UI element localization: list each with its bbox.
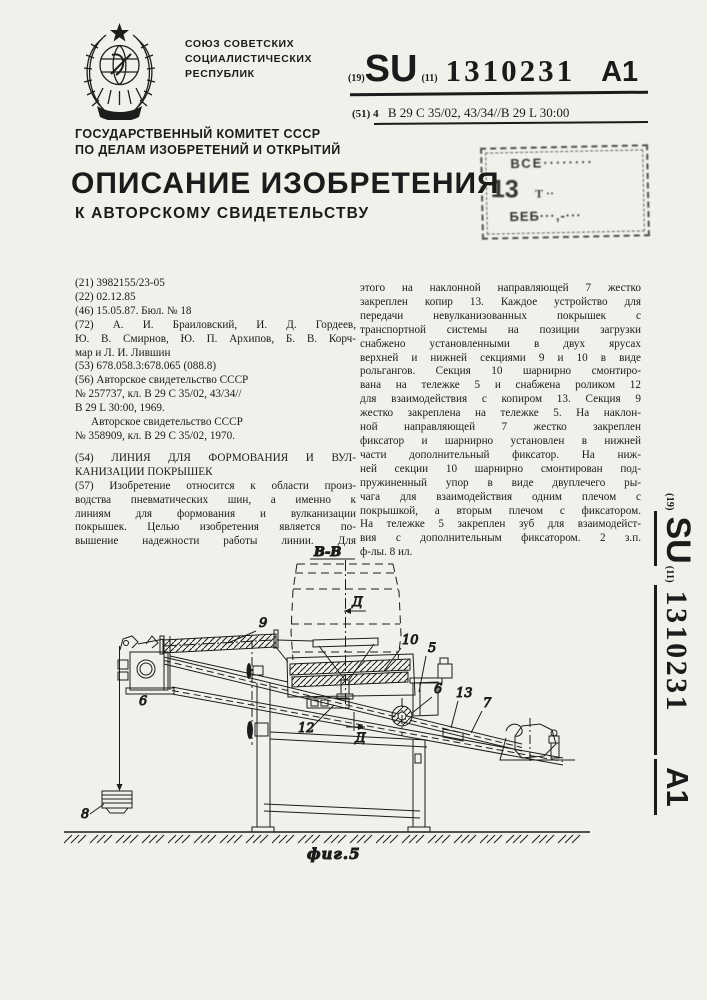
part-number-label: 9 xyxy=(259,616,268,631)
biblio-line: ней секции 10 шарнирно смонтирован под- xyxy=(360,462,641,475)
biblio-line: № 257737, кл. В 29 С 35/02, 43/34// xyxy=(75,388,242,401)
ground-hatch-stroke xyxy=(506,835,514,843)
biblio-line: (57) Изобретение относится к области произ- xyxy=(75,479,356,492)
biblio-line: (56) Авторское свидетельство СССР xyxy=(75,374,249,387)
soviet-emblem-icon xyxy=(72,22,167,120)
ground-hatch-stroke xyxy=(149,835,157,843)
datum-label-top: Д xyxy=(352,595,363,610)
ground-hatch-stroke xyxy=(194,835,202,843)
committee-line: ГОСУДАРСТВЕННЫЙ КОМИТЕТ СССР xyxy=(75,127,321,141)
biblio-line: пружиненный упор в виде двуплечего ры- xyxy=(360,476,641,489)
ground-hatch-stroke xyxy=(461,835,469,843)
ground-hatch-stroke xyxy=(442,835,450,843)
ground-hatch-stroke xyxy=(402,835,410,843)
part-number-label: 6 xyxy=(434,682,443,697)
ground-hatch-stroke xyxy=(142,835,150,843)
patent-figure xyxy=(60,540,600,870)
biblio-line xyxy=(75,444,356,452)
biblio-line: (72) А. И. Браиловский, И. Д. Гордеев, xyxy=(75,318,356,331)
ground-hatch-stroke xyxy=(234,835,242,843)
biblio-line: мар и Л. И. Лившин xyxy=(75,346,171,359)
biblio-line: ной направляющей 7 жестко закреплен xyxy=(360,421,641,434)
biblio-line: (54) ЛИНИЯ ДЛЯ ФОРМОВАНИЯ И ВУЛ- xyxy=(75,451,356,464)
library-stamp xyxy=(480,144,650,239)
ground-hatch-stroke xyxy=(90,835,98,843)
ipc-code: B 29 C 35/02, 43/34//B 29 L 30:00 xyxy=(387,105,570,120)
ground-hatch-stroke xyxy=(156,835,164,843)
ground-hatch-stroke xyxy=(338,835,346,843)
ground-hatch-stroke xyxy=(383,835,391,843)
ground-hatch-stroke xyxy=(480,835,488,843)
code-19-label: (19) xyxy=(348,73,365,84)
ground-hatch-stroke xyxy=(279,835,287,843)
side-doc-id xyxy=(625,493,697,807)
ground-hatch-stroke xyxy=(116,835,124,843)
biblio-line: рольгангов. Секция 10 шарнирно смонтиро- xyxy=(360,365,641,378)
ground-hatch-stroke xyxy=(305,835,313,843)
ground-hatch-stroke xyxy=(227,835,235,843)
stamp-text-top: ВСЕ········ xyxy=(510,154,595,172)
ground-hatch-stroke xyxy=(64,835,72,843)
union-name xyxy=(185,37,312,82)
code-11-label: (11) xyxy=(421,73,438,84)
ground-hatch-stroke xyxy=(130,835,138,843)
biblio-line: линиям для формования и вулканизации xyxy=(75,507,356,520)
biblio-line: (22) 02.12.85 xyxy=(75,290,136,303)
ground-hatch-stroke xyxy=(454,835,462,843)
biblio-line: жестко закреплена на тележке 5. На наклон- xyxy=(360,407,641,420)
part-number-label: 12 xyxy=(298,721,315,736)
country-code: SU xyxy=(364,48,418,90)
biblio-line: этого на наклонной направляющей 7 жестко xyxy=(360,282,641,294)
biblio-line: Ю. В. Смирнов, Ю. П. Архипов, Б. В. Корч- xyxy=(75,332,356,345)
ground-hatch-stroke xyxy=(520,835,528,843)
biblio-left-column xyxy=(75,277,356,549)
biblio-line: На тележке 5 закреплен зуб для взаимодейст- xyxy=(360,518,641,531)
ipc-row xyxy=(352,105,569,121)
ground-hatch-stroke xyxy=(416,835,424,843)
part-number-label: 6 xyxy=(139,694,148,709)
ground-hatch-stroke xyxy=(253,835,261,843)
biblio-line: чага для взаимодействия одним плечом с xyxy=(360,490,641,503)
side-kind-code: A1 xyxy=(654,759,695,815)
ground-hatch-stroke xyxy=(350,835,358,843)
ground-hatch-stroke xyxy=(104,835,112,843)
part-number-label: 5 xyxy=(428,641,437,656)
ground-hatch-stroke xyxy=(539,835,547,843)
ground-hatch-stroke xyxy=(532,835,540,843)
biblio-line: вия с дополнительным фиксатором. 2 з.п. xyxy=(360,532,641,545)
ground-hatch-stroke xyxy=(435,835,443,843)
biblio-line: № 358909, кл. В 29 С 35/02, 1970. xyxy=(75,429,235,442)
ground-hatch-stroke xyxy=(97,835,105,843)
ground-hatch-stroke xyxy=(71,835,79,843)
biblio-line: покрышкой, а вторым плечом с фиксатором. xyxy=(360,504,641,517)
ground-hatch-stroke xyxy=(357,835,365,843)
doc-number: 1310231 xyxy=(445,53,576,88)
ground-hatch-stroke xyxy=(558,835,566,843)
side-code-11: (11) xyxy=(664,565,675,583)
biblio-line: (46) 15.05.87. Бюл. № 18 xyxy=(75,304,192,317)
ground-hatch-stroke xyxy=(201,835,209,843)
stamp-text-mid: Т ·· xyxy=(534,186,555,201)
ground-hatch-stroke xyxy=(546,835,554,843)
kind-code: A1 xyxy=(601,56,639,88)
ground-hatch-stroke xyxy=(182,835,190,843)
ground-hatch-stroke xyxy=(220,835,228,843)
part-number-label: 7 xyxy=(483,696,492,711)
ground-hatch-stroke xyxy=(468,835,476,843)
callout-leader xyxy=(412,697,432,713)
side-code-19: (19) xyxy=(664,493,675,511)
doc-type-title: ОПИСАНИЕ ИЗОБРЕТЕНИЯ xyxy=(71,167,500,200)
ground-hatch-stroke xyxy=(331,835,339,843)
stamp-number: 13 xyxy=(490,175,519,204)
part-number-label: 13 xyxy=(456,686,473,701)
ground-hatch-stroke xyxy=(286,835,294,843)
doc-subtitle: К АВТОРСКОМУ СВИДЕТЕЛЬСТВУ xyxy=(75,205,370,222)
ground-hatch-stroke xyxy=(565,835,573,843)
committee-line: ПО ДЕЛАМ ИЗОБРЕТЕНИЙ И ОТКРЫТИЙ xyxy=(75,143,341,157)
biblio-line: транспортной системы на позиции загрузки xyxy=(360,323,641,336)
biblio-line: вышение надежности работы линии. Для xyxy=(75,535,356,548)
part-number-label: 8 xyxy=(81,807,90,822)
union-line: РЕСПУБЛИК xyxy=(185,68,255,80)
ground-hatch-stroke xyxy=(324,835,332,843)
biblio-line: ф-лы. 8 ил. xyxy=(360,546,413,559)
callout-leader xyxy=(471,711,482,733)
biblio-line: закреплен копир 13. Каждое устройство для xyxy=(360,295,641,308)
callout-leader xyxy=(451,701,458,728)
header-underline xyxy=(350,91,648,96)
figure-caption: фиг.5 xyxy=(307,845,361,863)
ipc-underline xyxy=(374,121,648,125)
ground-hatch-stroke xyxy=(312,835,320,843)
ground-hatch-stroke xyxy=(208,835,216,843)
ground-hatch-stroke xyxy=(428,835,436,843)
ipc-prefix: (51) 4 xyxy=(352,108,379,120)
ground-hatch-stroke xyxy=(390,835,398,843)
ground-hatch-stroke xyxy=(513,835,521,843)
biblio-line: водства пневматических шин, а именно к xyxy=(75,493,356,506)
ground-hatch-stroke xyxy=(175,835,183,843)
ground-hatch-stroke xyxy=(572,835,580,843)
callout-leader xyxy=(419,656,426,692)
biblio-line: части дополнительный фиксатор. На ниж- xyxy=(360,448,641,461)
committee-name xyxy=(75,126,341,158)
ground-hatch-stroke xyxy=(168,835,176,843)
biblio-line: передачи невулканизованных покрышек с xyxy=(360,309,641,322)
part-number-label: 10 xyxy=(402,633,419,648)
biblio-line: Авторское свидетельство СССР xyxy=(91,416,243,429)
union-line: СОЮЗ СОВЕТСКИХ xyxy=(185,38,295,50)
ground-hatch-stroke xyxy=(376,835,384,843)
biblio-line: В 29 L 30:00, 1969. xyxy=(75,402,165,415)
biblio-line: покрышек. Целью изобретения является по- xyxy=(75,521,356,534)
ground-hatch-stroke xyxy=(260,835,268,843)
ground-hatch-stroke xyxy=(298,835,306,843)
ground-hatch-stroke xyxy=(487,835,495,843)
biblio-line: для взаимодействия с копиром 13. Секция 9 xyxy=(360,393,641,406)
side-doc-number: 1310231 xyxy=(654,585,693,756)
section-label: В-В xyxy=(314,545,342,560)
biblio-right-column xyxy=(360,282,641,560)
biblio-line: КАНИЗАЦИИ ПОКРЫШЕК xyxy=(75,465,213,478)
ground-hatch-stroke xyxy=(123,835,131,843)
datum-label-bottom: Д xyxy=(355,731,366,746)
union-line: СОЦИАЛИСТИЧЕСКИХ xyxy=(185,53,313,65)
callout-leader xyxy=(90,804,104,814)
ground-hatch-stroke xyxy=(364,835,372,843)
side-country-code: SU xyxy=(654,511,697,566)
biblio-line: вана на тележке 5 и снабжена роликом 12 xyxy=(360,379,641,392)
biblio-line: верхней и нижней секциями 9 и 10 в виде xyxy=(360,351,641,364)
biblio-line: (21) 3982155/23-05 xyxy=(75,277,165,289)
ground-hatch-stroke xyxy=(272,835,280,843)
ground-hatch-stroke xyxy=(246,835,254,843)
ground-hatch-stroke xyxy=(78,835,86,843)
ground-hatch-stroke xyxy=(409,835,417,843)
biblio-line: (53) 678.058.3:678.065 (088.8) xyxy=(75,360,217,373)
biblio-line: фиксатор и шарнирно установлен в нижней xyxy=(360,434,641,447)
biblio-line: снабжено установленными в двух ярусах xyxy=(360,337,641,350)
ground-hatch-stroke xyxy=(494,835,502,843)
document-id-header xyxy=(348,50,648,89)
stamp-text-bottom: БЕБ···,-··· xyxy=(509,207,582,225)
